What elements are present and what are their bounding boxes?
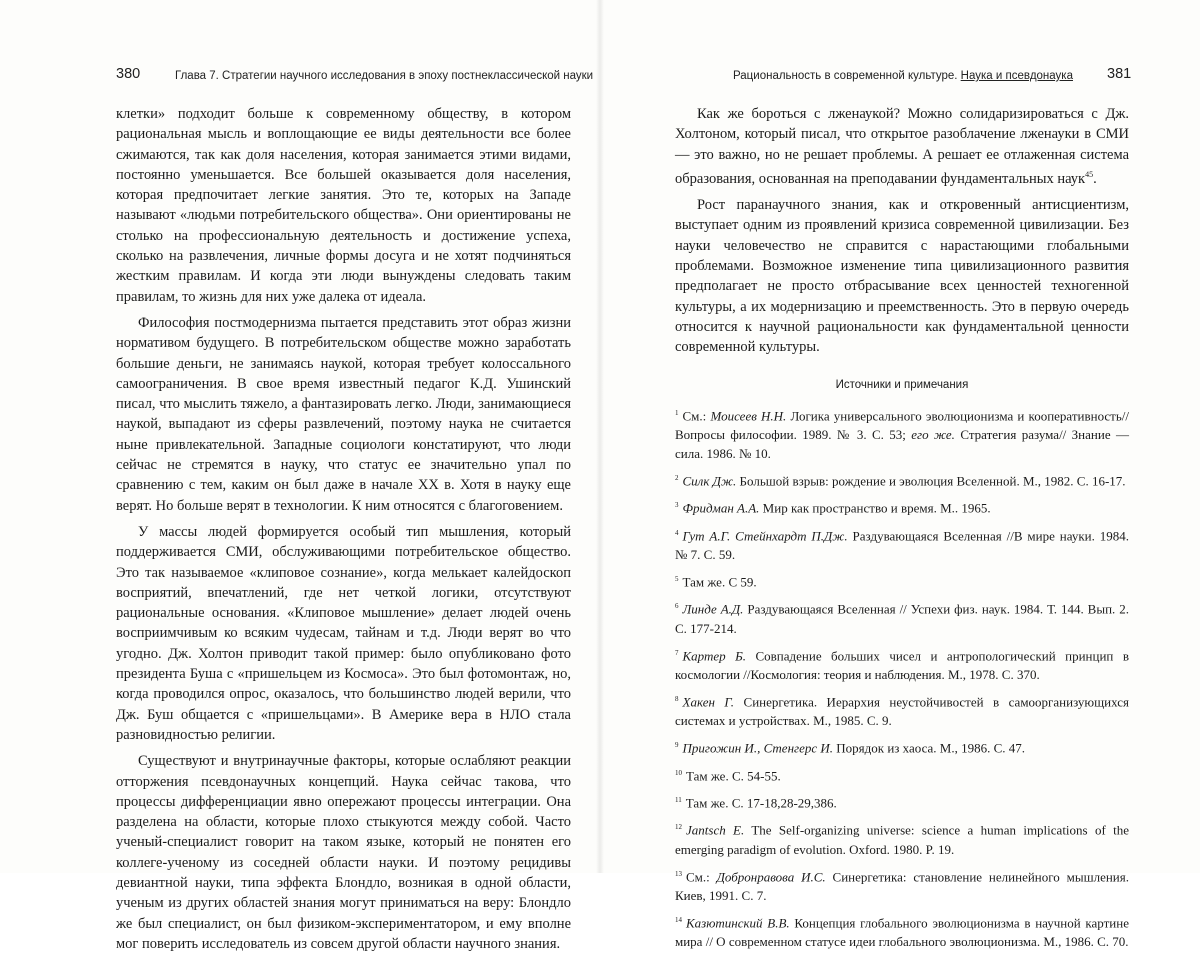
paragraph: Философия постмодернизма пытается представить этот образ жизни нормативом будущего. В потребительском обществе можно заработать большие деньги, не занимаясь наукой, которая требует колоссального самоограничения. В свое время известный педагог К.Д. Ушинский писал, что мыслить тяжело, а фантазировать легко. Люди, занимающиеся наукой, выпадают из сферы развлечений, поэтому наука не считается ныне привлекательной. Западные социологи констатируют, что люди сейчас не стремятся в науку, что статус ее значительно упал по сравнению с тем, каким он был даже в начале XX в. Хотя в науку еще верят. Но больше верят в технологии. К ним относятся с благоговением. [116,314,571,514]
footnote-text: Раздувающаяся Вселенная //В мире науки. 1984. № 7. С. 59. [675,528,1129,562]
footnote-author: Хакен Г. [682,694,735,710]
page-number: 380 [116,66,141,82]
footnote-number: 14 [675,915,682,924]
footnote-text: Логика универсального эволюционизма и кооперативность//Вопросы философии. 1989. № 3. С. 53; [675,408,1130,443]
running-head [733,70,1073,82]
footnote [675,570,1129,591]
footnote-author: Пригожин И., Стенгерс И. [682,740,834,756]
footnote-number: 5 [675,575,679,583]
footnote-number: 3 [675,501,679,510]
footnote-author: Гут А.Г. Стейнхардт П.Дж. [682,528,848,543]
running-head-plain: Рациональность в современной культуре. [733,70,961,82]
footnote [675,791,1129,812]
footnote-text: Концепция глобального эволюционизма в научной картине мира // О современном статусе идеи глобального эволюционизма. М., 1986. С. 70. [675,915,1129,950]
footnote-prefix: Там же. С. 54-55. [686,767,781,783]
footnote-author: Казютинский В.В. [686,915,790,931]
running-head: Глава 7. Стратегии научного исследования в эпоху постнеклассической науки [175,70,594,82]
footnote [675,404,1129,463]
footnote-prefix: См.: [686,868,717,884]
footnote [675,818,1129,858]
footnote-ref: 45 [1085,169,1094,179]
footnote-text-2: Стратегия разума// Знание — сила. 1986. № 10. [675,427,1129,462]
left-page [0,0,600,952]
footnote [675,524,1129,564]
footnote-text: Синергетика. Иерархия неустойчивостей в самоорганизующихся системах и устройствах. М., 1985. С. 9. [675,694,1129,729]
paragraph: Рост паранаучного знания, как и откровенный антисциентизм, выступает одним из проявлений кризиса современной цивилизации. Без науки человечество не справится с нарастающими глобальными проблемами. Возможное изменение типа цивилизационного развития предполагает не просто отбрасывание всех ценностей техногенной культуры, а их модернизацию и преемственность. Это в первую очередь относится к научной рациональности как фундаментальной ценности современной культуры. [675,197,1129,356]
body-text [116,104,571,960]
paragraph [675,104,1129,189]
footnote-number: 8 [675,694,679,703]
paragraph: клетки» подходит больше к современному обществу, в котором рациональная мысль и воплощающие ее виды деятельности все более сжимаются, так как доля населения, которая занимается этими видами, постоянно уменьшается. Все большей оказывается доля населения, которая предпочитает легкие занятия. Это те, которых на Западе называют «людьми потребительского общества». Они ориентированы не столько на профессиональную деятельность и достижение успеха, сколько на развлечения, личные формы досуга и не хотят подчиняться жестким правилам. И когда эти люди вынуждены следовать таким правилам, то жизнь для них уже далека от идеала. [116,106,571,305]
notes-list [675,404,1129,952]
footnote-number: 2 [675,474,679,483]
footnote [675,469,1129,490]
footnote-text: Мир как пространство и время. М.. 1965. [759,500,991,516]
footnote-number: 4 [675,528,679,537]
footnote-text: Раздувающаяся Вселенная // Успехи физ. наук. 1984. Т. 144. Вып. 2. С. 177-214. [675,601,1129,636]
running-head-underlined: Наука и псевдонаука [960,70,1073,82]
footnote [675,496,1129,517]
paragraph: Существуют и внутринаучные факторы, которые ослабляют реакции отторжения псевдонаучных концепций. Наука сейчас такова, что процессы дифференциации явно опережают процессы интеграции. Она разделена на области, которые плохо стыкуются между собой. Часто ученый-специалист говорит на таком языке, который не понятен его коллеге-ученому из соседней области науки. И поэтому рецидивы девиантной науки, типа эффекта Блондло, возникая в одной области, ученым из других областей знания могут приниматься на веру: Блондло же был специалист, он был физиком-экспериментатором, и ему вполне мог поверить исследователь из совсем другой области научного знания. [116,753,571,952]
footnote-prefix: Там же. С 59. [682,574,757,590]
footnote-text: Синергетика: становление нелинейного мышления. Киев, 1991. С. 7. [675,868,1129,903]
footnote-number: 9 [675,741,679,750]
footnote-prefix: См.: [682,408,711,424]
footnote [675,736,1129,757]
footnote-author: Картер Б. [682,647,747,663]
footnote-author: Линде А.Д. [682,601,744,617]
right-page [600,0,1200,950]
footnote-number: 6 [675,602,679,611]
page-number: 381 [1107,66,1132,82]
footnote-text: Большой взрыв: рождение и эволюция Вселенной. М., 1982. С. 16-17. [736,473,1126,489]
footnote-number: 13 [675,869,682,878]
footnote-author: Jantsch E. [686,822,745,838]
paragraph-text: Как же бороться с лженаукой? Можно солидаризироваться с Дж. Холтоном, который писал, что открытое разоблачение лженауки в СМИ — это важно, но не решает проблемы. А решает ее отлаженная система образования, основанная на преподавании фундаментальных наук [675,106,1129,187]
sources-heading: Источники и примечания [835,379,969,392]
footnote [675,911,1129,951]
paragraph: У массы людей формируется особый тип мышления, который поддерживается СМИ, обслуживающими потребительское общество. Это так называемое «клиповое сознание», когда мелькает калейдоскоп восприятий, впечатлений, где нет четкой логики, отсутствуют рациональные основания. «Клиповое мышление» делает людей очень восприимчивым ко всяким чудесам, тайнам и т.д. Люди верят во что угодно. Дж. Холтон приводит такой пример: было опубликовано фото президента Буша с «пришельцем из Космоса». Это был фотомонтаж, но, когда проводился опрос, оказалось, что большинство людей верили, что Дж. Буш общается с «пришельцами». В Америке вера в НЛО стала разновидностью религии. [116,523,571,743]
footnote-author: Фридман А.А. [682,500,760,516]
footnote [675,690,1129,730]
footnote-number: 11 [675,795,682,804]
paragraph-end: . [1093,170,1097,187]
footnote-author-2: его же. [911,427,955,443]
footnote-number: 12 [675,823,682,832]
footnote-number: 10 [675,768,682,777]
footnote-text: Порядок из хаоса. М., 1986. С. 47. [833,740,1026,756]
footnote-author: Моисеев Н.Н. [710,408,787,424]
footnote-author: Добронравова И.С. [716,868,826,884]
footnote-text: Совпадение больших чисел и антропологический принцип в космологии //Космология: теория и наблюдения. М., 1978. С. 370. [675,647,1129,682]
body-text [675,104,1129,957]
footnote [675,597,1129,637]
footnote [675,764,1129,785]
footnote-text: The Self-organizing universe: science a human implications of the emerging paradigm of evolution. Oxford. 1980. P. 19. [675,822,1129,857]
footnote-number: 1 [675,408,679,417]
footnote [675,865,1129,905]
footnote [675,644,1129,684]
footnote-number: 7 [675,648,679,657]
footnote-prefix: Там же. С. 17-18,28-29,386. [685,795,837,811]
footnote-author: Силк Дж. [682,473,737,489]
